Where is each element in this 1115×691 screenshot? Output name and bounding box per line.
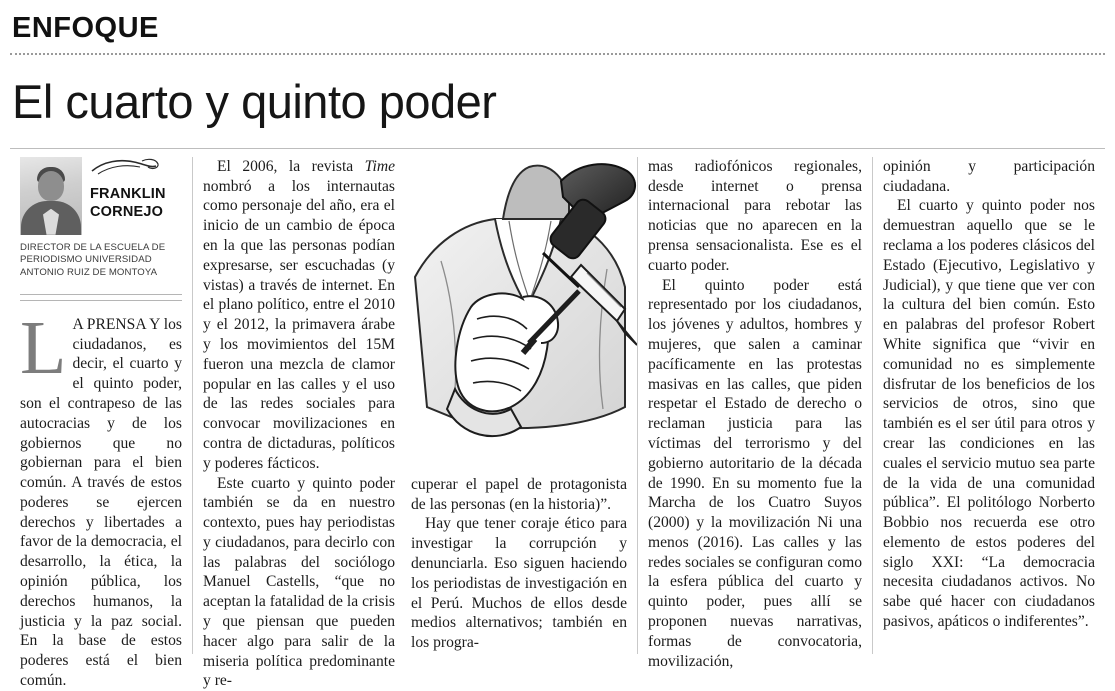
author-role: DIRECTOR DE LA ESCUELA DE PERIODISMO UNIVERSIDAD ANTONIO RUIZ DE MONTOYA <box>20 242 182 280</box>
avatar <box>20 157 82 235</box>
paragraph: mas radiofónicos regionales, desde internet o prensa internacional para rebotar las noticias que no aparecen en la prensa sensacionalista. Ese es el cuarto poder. <box>648 157 862 276</box>
column-illustration <box>405 157 637 654</box>
paragraph <box>203 157 395 474</box>
author-divider <box>20 294 182 297</box>
article-columns <box>10 157 1105 654</box>
paragraph: cuperar el papel de protagonista de las personas (en la historia)”. <box>411 475 627 515</box>
section-label: ENFOQUE <box>10 0 1105 49</box>
c1-p1-post: nombró a los internautas como personaje del año, era el inicio de un cambio de época en la que las personas podían expresarse, ser escuchadas (y vistas) a través de internet. En el plano político, entre el 2010 y el 2012, la primavera árabe y los movimientos del 15M fueron una mezcla de clamor popular en las calles y el uso de las redes sociales para convocar movilizaciones en contra de dictaduras, políticos y poderes fácticos. <box>203 178 395 472</box>
paragraph: El cuarto y quinto poder nos demuestran aquello que se le reclama a los poderes clásicos del Estado (Ejecutivo, Legislativo y Judicial), y que tiene que ver con la cultura del bien común. Esto en palabras del profesor Robert White significa que “vivir en comunidad no es simplemente disfrutar de los beneficios de los servicios de otros, sino que también es el ser útil para otros y crear las condiciones en las cuales el servicio mutuo sea parte de la vida de una comunidad pública”. El politólogo Norberto Bobbio nos recuerda ese otro elemento de estos poderes del siglo XXI: “La democracia necesita ciudadanos activos. No sabe qué hacer con ciudadanos pasivos, apáticos o indiferentes”. <box>883 196 1095 632</box>
lede-text: A PRENSA Y los ciudadanos, es decir, el cuarto y el quinto poder, son el contrapeso de las autocracias y de los gobiernos que no gobiernan para el bien común. A través de estos poderes se ejercen derechos y libertades a favor de la democracia, el desarrollo, la ética, la opinión pública, los derechos humanos, la justicia y la paz social. En la base de estos poderes está el bien común. <box>20 316 182 689</box>
column-one <box>192 157 405 654</box>
column-author <box>10 157 192 654</box>
paragraph: El quinto poder está representado por los ciudadanos, los jóvenes y adultos, hombres y mujeres, que salen a caminar pacíficamente en las protestas masivas en las calles, que piden respetar el Estado de derecho o reclaman justicia para las víctimas del terrorismo y del gobierno autoritario de la década de 1990. En su momento fue la Marcha de los Cuatro Suyos (2000) y la movilización Ni una menos (2016). Las calles y las redes sociales se configuran como la esfera pública del cuarto y quinto poder, pues allí se proponen nuevas narrativas, formas de convocatoria, movilización, <box>648 276 862 672</box>
lede-paragraph <box>20 315 182 691</box>
paragraph: opinión y participación ciudadana. <box>883 157 1095 197</box>
column-three <box>872 157 1105 654</box>
author-block <box>20 157 182 235</box>
flourish-icon <box>90 157 160 177</box>
author-name-line2: CORNEJO <box>90 204 166 220</box>
paragraph: Este cuarto y quinto poder también se da en nuestro contexto, pues hay periodistas y ciudadanos, para decirlo con las palabras del sociólogo Manuel Castells, “que no aceptan la fatalidad de la crisis y que piensan que pueden hacer algo para salir de la miseria política predominante y re- <box>203 474 395 691</box>
c1-p1-emphasis: Time <box>365 158 395 175</box>
c1-p1-pre: El 2006, la revista <box>217 158 365 175</box>
paragraph: Hay que tener coraje ético para investigar la corrupción y denunciarla. Eso siguen haciendo los periodistas de investigación en el Perú. Muchos de ellos desde medios alternativos; también en los progra- <box>411 514 627 653</box>
illustration-hand-microphone-pen <box>411 157 643 469</box>
dropcap: L <box>20 315 72 376</box>
author-divider-second <box>20 300 182 301</box>
column-two <box>637 157 872 654</box>
page-title: El cuarto y quinto poder <box>10 55 1105 148</box>
author-name-line1: FRANKLIN <box>90 186 166 202</box>
solid-divider-under-title <box>10 148 1105 149</box>
